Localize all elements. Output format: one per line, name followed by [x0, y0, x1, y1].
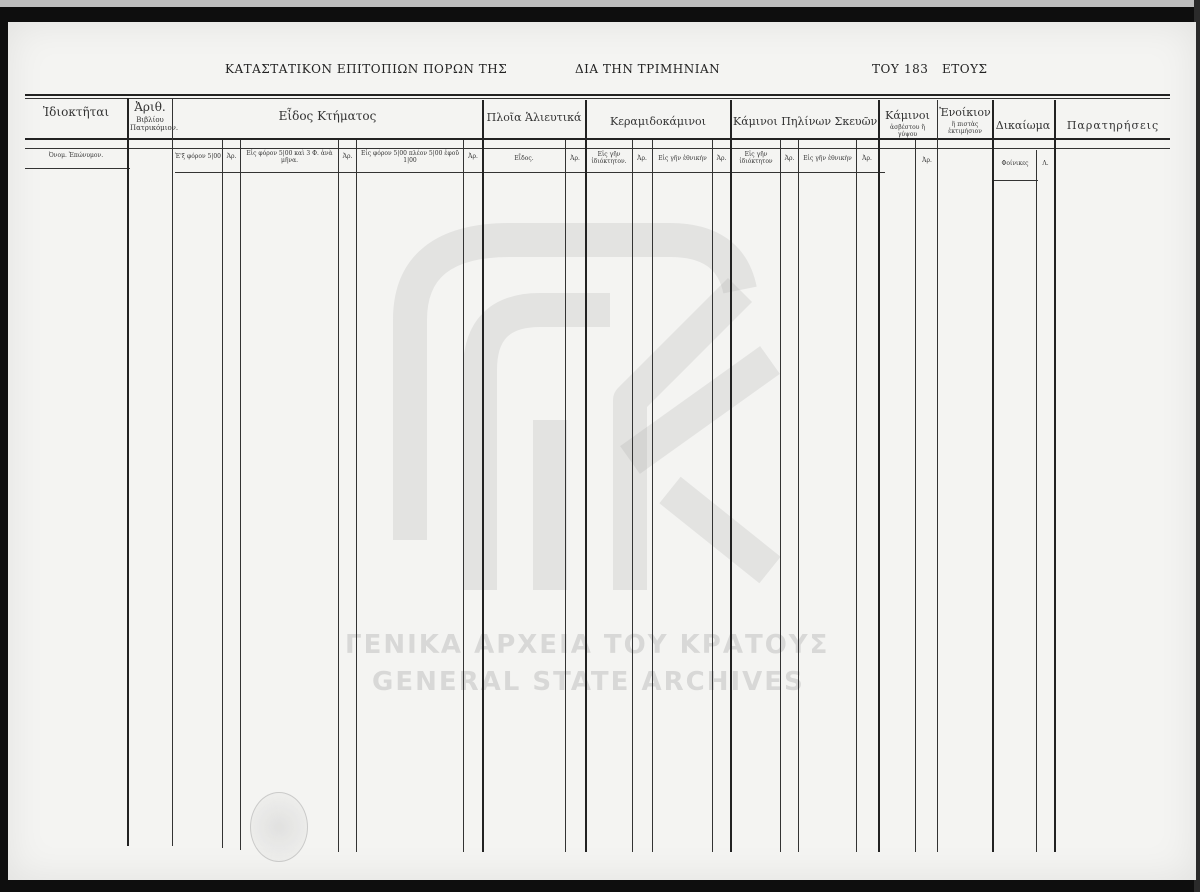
- document-title: ΚΑΤΑΣΤΑΤΙΚΟΝ ΕΠΙΤΟΠΙΩΝ ΠΟΡΩΝ ΤΗΣ: [225, 62, 508, 76]
- archive-watermark-logo-icon: [370, 200, 790, 620]
- col-line: [652, 140, 653, 852]
- col-line: [780, 140, 781, 852]
- scan-border-top: [0, 0, 1200, 7]
- col-line: [565, 140, 566, 852]
- col-line: [1036, 150, 1037, 852]
- right-subheader-rule: [993, 180, 1038, 181]
- col-line: [712, 140, 713, 852]
- subheader-estate-3: Εἰς φόρον 5|00 πλέον 5|00 ἐφοῦ 1|00: [361, 150, 459, 164]
- header-arith-sub: Βιβλίου Πατρικόμιον.: [130, 116, 179, 132]
- col-line: [127, 98, 129, 846]
- subheader-boats-kind: Εἶδος.: [514, 155, 534, 162]
- subheader-ar: Ἀρ.: [342, 153, 353, 160]
- year-value: 183: [904, 62, 929, 76]
- subheader-top-rule: [25, 148, 1170, 149]
- header-divider-rule: [25, 138, 1170, 140]
- col-line: [240, 140, 241, 850]
- year-prefix: ΤΟΥ: [872, 62, 900, 76]
- subheader-tile-nat: Εἰς γῆν ἐθνικήν: [658, 155, 707, 162]
- header-rent-sub: ἢ πιστὰς ἐκτιμήσιον: [948, 121, 982, 135]
- col-line: [585, 100, 587, 852]
- subheader-pot-nat: Εἰς γῆν ἐθνικὴν: [803, 155, 852, 162]
- table-top-rule-thin: [25, 98, 1170, 99]
- header-estate-kind: Εἶδος Κτήματος: [278, 109, 377, 123]
- subheader-ar: Ἀρ.: [716, 155, 727, 162]
- header-pottery-kilns: Κάμινοι Πηλίνων Σκευῶν: [733, 115, 878, 128]
- header-fishing-boats: Πλοῖα Ἁλιευτικά: [486, 111, 582, 124]
- col-line: [632, 140, 633, 852]
- header-right: Δικαίωμα: [995, 119, 1051, 132]
- col-line: [915, 140, 916, 852]
- subheader-ar: Ἀρ.: [570, 155, 580, 162]
- header-arith: Ἀριθ.: [134, 100, 166, 114]
- header-tile-kilns: Κεραμιδοκάμινοι: [610, 115, 706, 128]
- subheader-ar: Ἀρ.: [226, 153, 237, 160]
- header-owners: Ἰδιοκτῆται: [42, 105, 110, 119]
- period-title: ΔΙΑ ΤΗΝ ΤΡΙΜΗΝΙΑΝ: [575, 62, 721, 76]
- col-line: [338, 140, 339, 852]
- col-line: [172, 98, 173, 846]
- subheader-owner-name: Ὀνομ. Ἐπώνυμον.: [48, 152, 104, 159]
- subheader-tile-own: Εἰς γῆν ἰδιόκτητον.: [591, 151, 627, 165]
- subheader-ar: Ἀρ.: [922, 157, 932, 164]
- subheader-estate-1: Ἐ'ξ φόρον 5|00: [175, 153, 221, 160]
- col-line: [222, 140, 223, 848]
- col-line: [482, 100, 484, 852]
- header-remarks: Παρατηρήσεις: [1066, 119, 1160, 132]
- year-suffix: ΕΤΟΥΣ: [942, 62, 988, 76]
- subheader-ar: Ἀρ.: [784, 155, 795, 162]
- owner-subheader-rule: [25, 168, 130, 169]
- col-line: [730, 100, 732, 852]
- subheader-ar: Ἀρ.: [468, 153, 478, 160]
- col-line: [798, 140, 799, 852]
- header-lime-kilns: Κάμινοι: [885, 109, 930, 122]
- subheader-ar: Ἀρ.: [637, 155, 647, 162]
- col-line: [356, 140, 357, 852]
- col-line: [878, 100, 880, 852]
- col-line: [937, 100, 938, 852]
- subheader-right-phoenix: Φοίνικες: [1001, 160, 1029, 167]
- watermark-greek-text: ΓΕΝΙΚΑ ΑΡΧΕΙΑ ΤΟΥ ΚΡΑΤΟΥΣ: [345, 630, 830, 660]
- col-line: [992, 100, 994, 852]
- col-line: [856, 140, 857, 852]
- col-line: [463, 140, 464, 852]
- header-lime-kilns-sub: ἀσβέστου ἢ γύψου: [890, 124, 925, 138]
- subheader-pot-own: Εἰς γῆν ἰδιόκτητον: [739, 151, 773, 165]
- subheader-bottom-rule: [175, 172, 885, 173]
- subheader-ar: Ἀρ.: [862, 155, 872, 162]
- subheader-estate-2: Εἰς φόρον 5|00 καὶ 3 Φ. ἀνὰ μῆνα.: [246, 150, 333, 164]
- subheader-right-l: Λ.: [1042, 160, 1049, 167]
- archive-stamp-seal: [250, 792, 308, 862]
- table-top-rule: [25, 94, 1170, 96]
- header-rent: Ἐνοίκιον: [939, 106, 991, 119]
- watermark-english-text: GENERAL STATE ARCHIVES: [372, 667, 805, 697]
- col-line: [1054, 100, 1056, 852]
